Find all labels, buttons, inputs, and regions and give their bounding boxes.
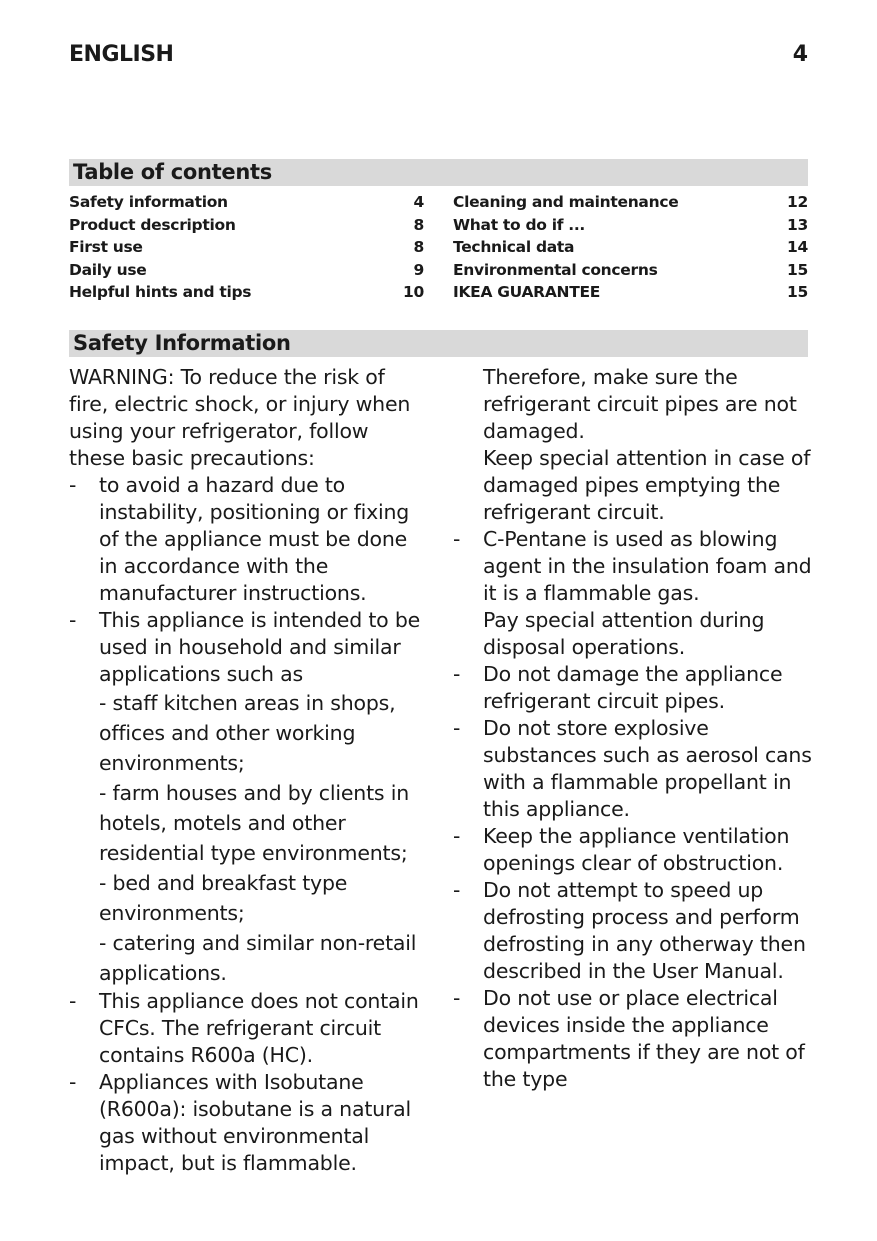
toc-entry-page: 10: [403, 283, 424, 301]
toc-entry[interactable]: [453, 259, 808, 282]
safety-left-column: [69, 364, 429, 1177]
usage-item: - bed and breakfast type environments;: [99, 871, 348, 925]
safety-bullet: [453, 661, 815, 715]
bullet-text: Do not use or place electrical devices inside the appliance compartments if they are not of the type: [483, 986, 805, 1091]
bullet-dash: -: [69, 473, 77, 497]
bullet-dash: -: [453, 716, 461, 740]
bullet-text: Appliances with Isobutane (R600a): isobutane is a natural gas without environmental impact, but is flammable.: [99, 1070, 412, 1175]
safety-bullet: [69, 607, 429, 988]
bullet-text: to avoid a hazard due to instability, positioning or fixing of the appliance must be done in accordance with the manufacturer instructions.: [99, 473, 410, 605]
toc-entry[interactable]: [453, 191, 808, 214]
toc-entry-label: Product description: [69, 215, 236, 234]
bullet-text: Keep the appliance ventilation openings clear of obstruction.: [483, 824, 790, 875]
bullet-dash: -: [453, 662, 461, 686]
safety-bullet: [453, 526, 815, 607]
usage-item: - catering and similar non-retail applications.: [99, 931, 417, 985]
toc-entry-label: IKEA GUARANTEE: [453, 283, 601, 301]
bullet-dash: -: [453, 824, 461, 848]
language-label: ENGLISH: [69, 42, 174, 67]
bullet-continuation: [453, 337, 815, 364]
toc-entry-page: 15: [787, 283, 808, 301]
toc-entry[interactable]: [69, 281, 424, 304]
bullet-dash: -: [69, 608, 77, 632]
bullet-continuation: Keep special attention in case of damaged pipes emptying the refrigerant circuit.: [483, 446, 811, 524]
safety-bullet: [453, 715, 815, 823]
bullet-text: Do not attempt to speed up defrosting process and perform defrosting in any otherway then described in the User Manual.: [483, 878, 806, 983]
toc-title: Table of contents: [69, 159, 808, 186]
toc-entry[interactable]: [453, 236, 808, 259]
toc-entry-page: 15: [787, 260, 808, 279]
bullet-text: This appliance is intended to be used in household and similar applications such as: [99, 608, 421, 686]
safety-bullet: [69, 1069, 429, 1177]
bullet-dash: -: [453, 527, 461, 551]
safety-right-column: [453, 364, 815, 1093]
usage-item: - farm houses and by clients in hotels, motels and other residential type environments;: [99, 781, 409, 865]
toc-entry-page: 4: [413, 193, 424, 211]
bullet-continuation: Therefore, make sure the refrigerant circuit pipes are not damaged.: [483, 365, 797, 443]
toc-entry-label: Helpful hints and tips: [69, 283, 252, 301]
toc-entry[interactable]: [69, 259, 424, 282]
toc-entry-page: 12: [787, 193, 808, 211]
toc-entry-label: What to do if ...: [453, 215, 586, 234]
toc-entry[interactable]: [453, 281, 808, 304]
toc-entry[interactable]: [69, 236, 424, 259]
bullet-text: Do not store explosive substances such as aerosol cans with a flammable propellant in this appliance.: [483, 716, 812, 821]
toc-entry-page: 9: [413, 260, 424, 279]
bullet-text: Do not damage the appliance refrigerant circuit pipes.: [483, 662, 783, 713]
safety-bullet: [453, 823, 815, 877]
toc-entry-label: First use: [69, 238, 143, 256]
warning-intro: WARNING: To reduce the risk of fire, electric shock, or injury when using your refrigerator, follow these basic precautions:: [69, 365, 411, 470]
safety-bullet: [69, 472, 429, 607]
page-number: 4: [792, 42, 808, 67]
toc-entry-page: 8: [413, 238, 424, 256]
toc-entry[interactable]: [69, 191, 424, 214]
safety-bullet: [453, 985, 815, 1093]
toc-entry[interactable]: [69, 214, 424, 237]
bullet-dash: -: [69, 1070, 77, 1094]
toc-right-column: [453, 191, 808, 304]
safety-bullet: [69, 988, 429, 1069]
bullet-dash: -: [69, 989, 77, 1013]
toc-entry-label: Daily use: [69, 260, 147, 279]
toc-entry-label: Safety information: [69, 193, 228, 211]
bullet-dash: -: [453, 878, 461, 902]
toc-entry-label: Cleaning and maintenance: [453, 193, 679, 211]
bullet-text: This appliance does not contain CFCs. The refrigerant circuit contains R600a (HC).: [99, 989, 419, 1067]
toc-left-column: [69, 191, 424, 304]
toc-entry-page: 8: [413, 215, 424, 234]
bullet-text: C-Pentane is used as blowing agent in the insulation foam and it is a flammable gas.: [483, 527, 812, 605]
toc-entry[interactable]: [453, 214, 808, 237]
safety-title: Safety Information: [69, 330, 808, 357]
toc-entry-page: 13: [787, 215, 808, 234]
bullet-dash: -: [453, 986, 461, 1010]
usage-item: - staff kitchen areas in shops, offices and other working environments;: [99, 691, 396, 775]
toc-entry-page: 14: [787, 238, 808, 256]
usage-list: [99, 688, 429, 988]
toc-entry-label: Environmental concerns: [453, 260, 658, 279]
bullet-continuation: Pay special attention during disposal operations.: [483, 608, 765, 659]
toc-entry-label: Technical data: [453, 238, 575, 256]
safety-bullet: [453, 877, 815, 985]
